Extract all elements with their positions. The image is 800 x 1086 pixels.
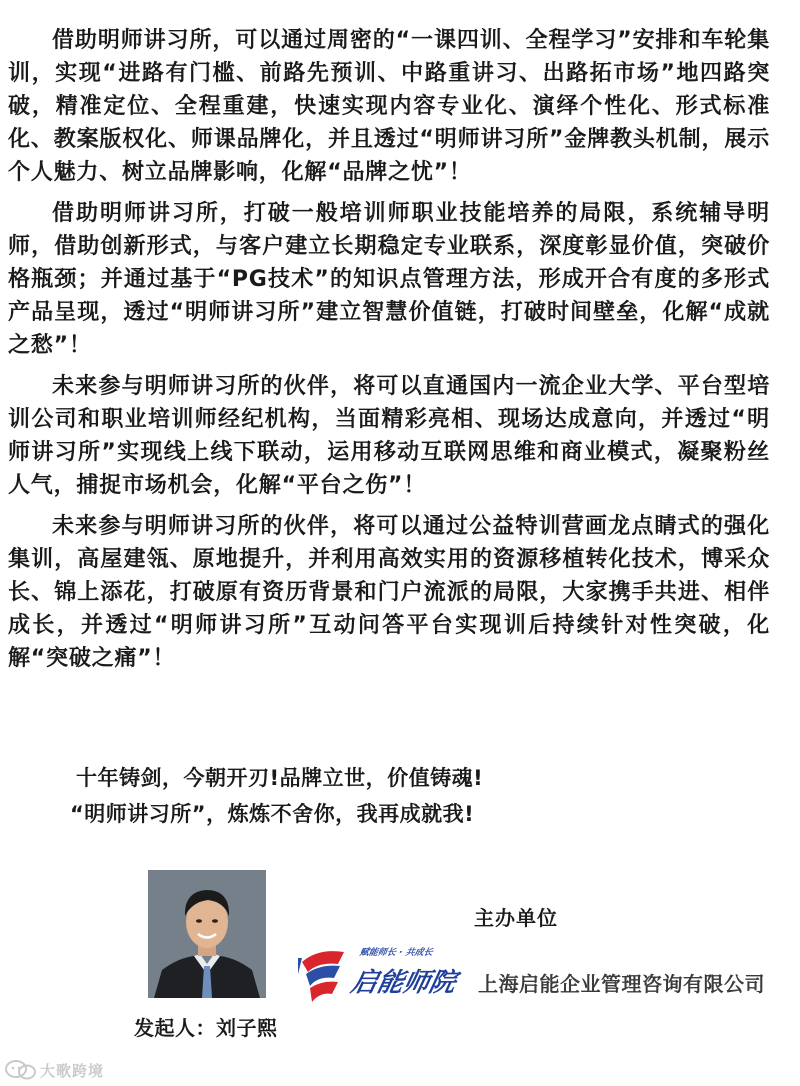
organizer-logo xyxy=(298,942,464,1006)
article-body xyxy=(8,24,770,683)
paragraph-platform-hurt: 未来参与明师讲习所的伙伴，将可以直通国内一流企业大学、平台型培训公司和职业培训师经纪机构，当面精彩亮相、现场达成意向，并透过“明师讲习所”实现线上线下联动，运用移动互联网思维和商业模式，凝聚粉丝人气，捕捉市场机会，化解“平台之伤”！ xyxy=(8,374,770,498)
initiator-caption: 发起人：刘子熙 xyxy=(134,1016,278,1040)
company-name: 上海启能企业管理咨询有限公司 xyxy=(478,972,765,996)
paragraph-achievement-worry: 借助明师讲习所，打破一般培训师职业技能培养的局限，系统辅导明师，借助创新形式，与客户建立长期稳定专业联系，深度彰显价值，突破价格瓶颈；并通过基于“PG技术”的知识点管理方法，形成开合有度的多形式产品呈现，透过“明师讲习所”建立智慧价值链，打破时间壁垒，化解“成就之愁”！ xyxy=(8,201,770,358)
slogan-line-1: 十年铸剑，今朝开刃!品牌立世，价值铸魂! xyxy=(76,766,484,790)
organizer-label: 主办单位 xyxy=(474,906,558,930)
logo-tagline: 赋能师长 · 共成长 xyxy=(358,948,434,958)
logo-name: 启能师院 xyxy=(348,968,459,998)
paragraph-breakthrough-pain: 未来参与明师讲习所的伙伴，将可以通过公益特训营画龙点睛式的强化集训，高屋建瓴、原地提升，并利用高效实用的资源移植转化技术，博采众长、锦上添花，打破原有资历背景和门户流派的局限，大家携手共进、相伴成长，并透过“明师讲习所”互动问答平台实现训后持续针对性突破，化解“突破之痛”！ xyxy=(8,514,770,671)
portrait-image xyxy=(148,870,266,998)
wechat-bubble-icon xyxy=(4,1059,38,1081)
closing-slogan xyxy=(70,760,696,832)
paragraph-brand-worry: 借助明师讲习所，可以通过周密的“一课四训、全程学习”安排和车轮集训，实现“进路有门槛、前路先预训、中路重讲习、出路拓市场”地四路突破，精准定位、全程重建，快速实现内容专业化、演绎个性化、形式标准化、教案版权化、师课品牌化，并且透过“明师讲习所”金牌教头机制，展示个人魅力、树立品牌影响，化解“品牌之忧”！ xyxy=(8,28,770,185)
initiator-photo xyxy=(148,870,266,998)
watermark xyxy=(4,1058,104,1082)
watermark-text: 大歌跨境 xyxy=(40,1061,105,1080)
slogan-line-2: “明师讲习所”，炼炼不舍你，我再成就我! xyxy=(70,802,475,826)
